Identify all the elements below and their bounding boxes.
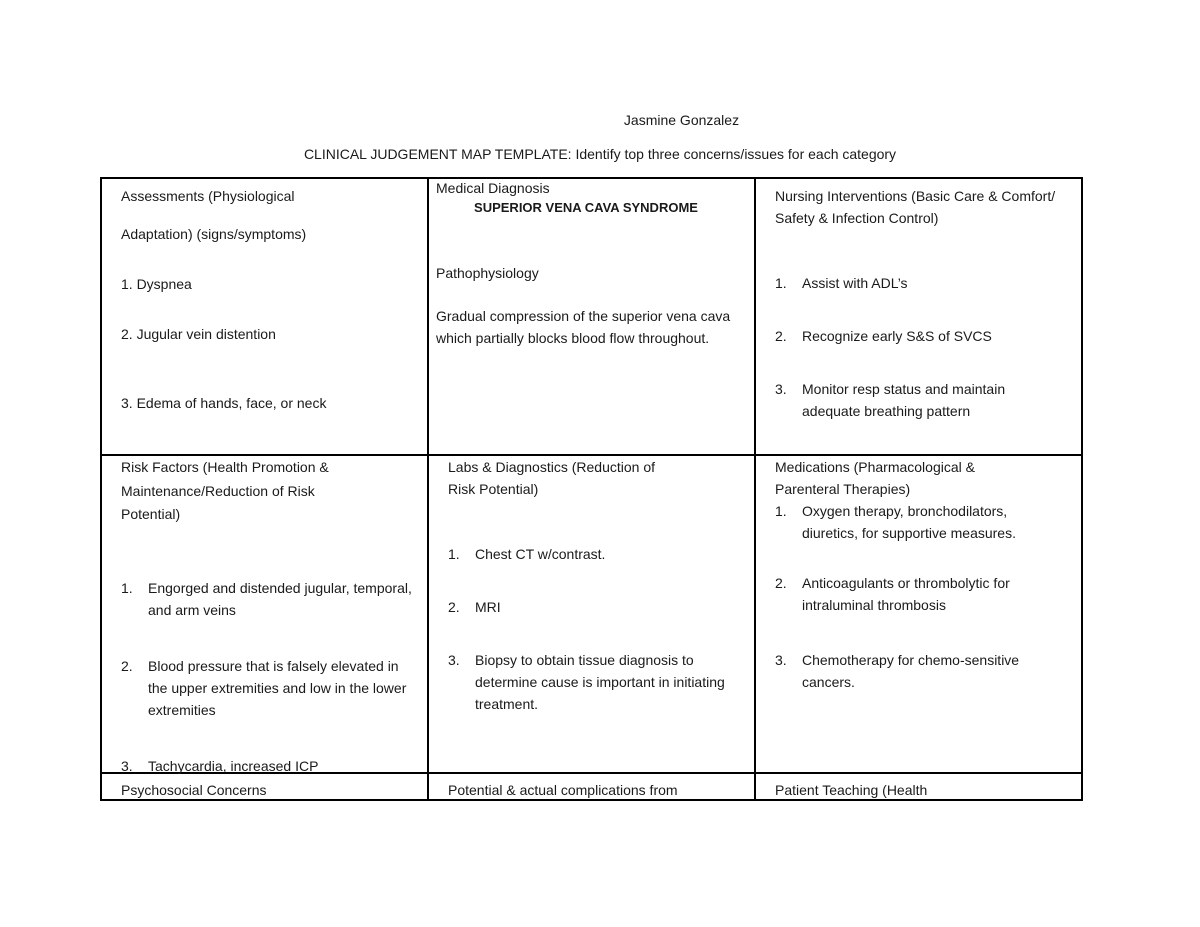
assessment-item: 1. Dyspnea (121, 276, 192, 292)
psychosocial-cell (121, 779, 411, 801)
list-item: 3. Tachycardia, increased ICP (121, 757, 319, 774)
complications-cell (448, 779, 738, 801)
pathophysiology-text: Gradual compression of the superior vena cava which partially blocks blood flow throughout. (436, 308, 731, 346)
list-item: 2. MRI (448, 599, 501, 615)
medical-diagnosis-cell (436, 177, 736, 349)
medical-diagnosis-title: Medical Diagnosis (436, 180, 550, 196)
assessments-title-line1: Assessments (Physiological (121, 188, 295, 204)
col-divider-2 (754, 177, 756, 801)
list-item: 3. Chemotherapy for chemo-sensitive cancers. (775, 652, 1020, 690)
list-item: 1. Oxygen therapy, bronchodilators, diuretics, for supportive measures. (775, 503, 1016, 541)
assessments-cell (121, 185, 411, 414)
medical-diagnosis-value: SUPERIOR VENA CAVA SYNDROME (474, 200, 698, 215)
assessment-item: 3. Edema of hands, face, or neck (121, 395, 327, 411)
list-item: 3. Biopsy to obtain tissue diagnosis to determine cause is important in initiating treatment. (448, 652, 725, 712)
nursing-interventions-title: Nursing Interventions (Basic Care & Comfort/ Safety & Infection Control) (775, 188, 1056, 226)
col-divider-1 (427, 177, 429, 801)
medications-cell (775, 456, 1065, 693)
patient-teaching-title: Patient Teaching (Health (775, 782, 928, 798)
labs-diagnostics-title: Labs & Diagnostics (Reduction of Risk Potential) (448, 459, 655, 497)
patient-teaching-cell (775, 779, 1065, 801)
nursing-interventions-cell (775, 185, 1060, 422)
list-item: 1. Engorged and distended jugular, temporal, and arm veins (121, 579, 412, 618)
table-border-right (1081, 177, 1083, 801)
list-item: 2. Blood pressure that is falsely elevated in the upper extremities and low in the lower extremities (121, 657, 407, 718)
author-name: Jasmine Gonzalez (623, 112, 740, 128)
list-item: 2. Recognize early S&S of SVCS (775, 328, 992, 344)
table-border-left (100, 177, 102, 801)
assessments-title-line2: Adaptation) (signs/symptoms) (121, 226, 307, 242)
list-item: 2. Anticoagulants or thrombolytic for intraluminal thrombosis (775, 575, 1010, 613)
medications-title: Medications (Pharmacological & Parenteral Therapies) (775, 459, 975, 497)
list-item: 1. Chest CT w/contrast. (448, 546, 606, 562)
list-item: 1. Assist with ADL’s (775, 275, 908, 291)
pathophysiology-title: Pathophysiology (436, 265, 539, 281)
assessment-item: 2. Jugular vein distention (121, 326, 276, 342)
list-item: 3. Monitor resp status and maintain adequate breathing pattern (775, 381, 1006, 419)
risk-factors-cell (121, 456, 419, 777)
labs-diagnostics-cell (448, 456, 733, 715)
page-heading: CLINICAL JUDGEMENT MAP TEMPLATE: Identify top three concerns/issues for each category (303, 146, 897, 162)
psychosocial-title: Psychosocial Concerns (121, 782, 267, 798)
complications-title: Potential & actual complications from (448, 782, 678, 798)
risk-factors-title: Risk Factors (Health Promotion & Maintenance/Reduction of Risk Potential) (121, 459, 329, 522)
clinical-judgement-table (100, 177, 1083, 801)
